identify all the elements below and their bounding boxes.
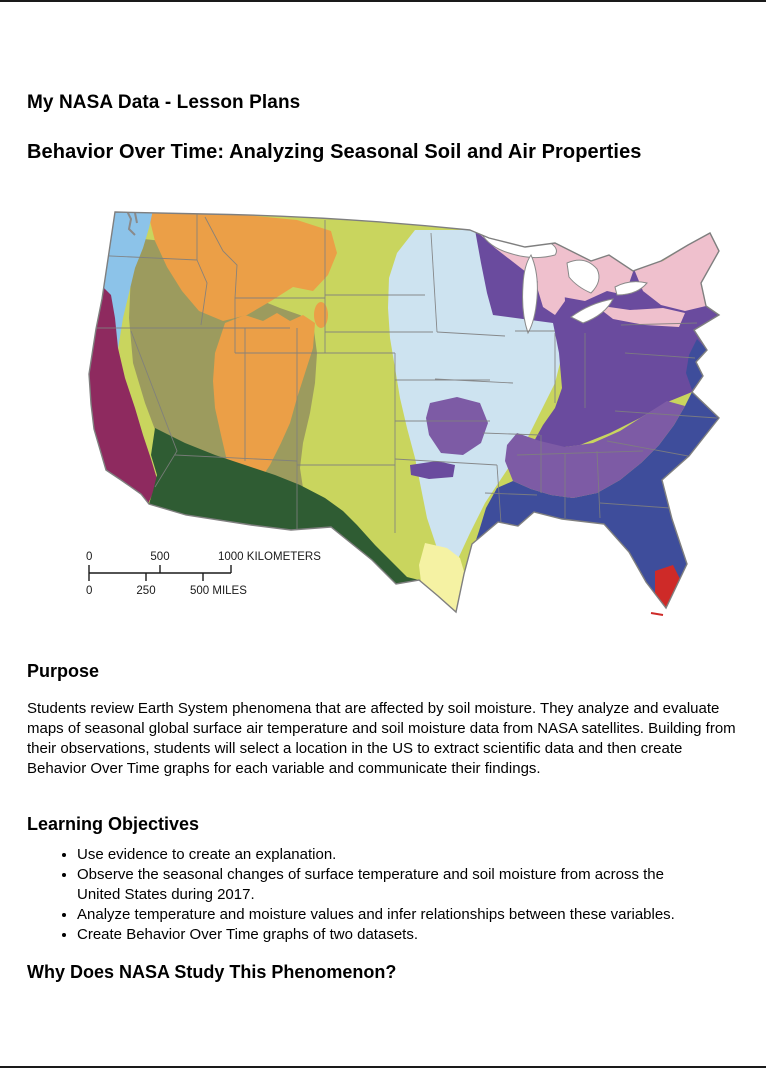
top-page-rule [0,0,766,2]
purpose-heading: Purpose [27,661,100,681]
objective-item: • Use evidence to create an explanation. [77,845,707,865]
doc-kicker: My NASA Data - Lesson Plans [27,92,301,113]
objectives-heading: Learning Objectives [27,814,200,834]
florida-keys [651,613,663,615]
objective-item: • Observe the seasonal changes of surface temperature and soil moisture from across the United States during 2017. [77,865,707,905]
scale-mi-250: 250 [136,585,156,597]
objective-item: • Create Behavior Over Time graphs of two datasets. [77,925,707,945]
scale-mi-500: 500 MILES [190,585,247,597]
scale-km-1000: 1000 KILOMETERS [218,551,321,563]
map-scale-bar [89,565,231,581]
purpose-body: Students review Earth System phenomena that are affected by soil moisture. They analyze and evaluate maps of seasonal global surface air temperature and soil moisture data from NASA satellites. Building from their observations, students will select a location in the US to extract scientific data and then create Behavior Over Time graphs for each variable and communicate their findings. [27,700,736,777]
us-climate-regions-map [85,203,722,618]
doc-title: Behavior Over Time: Analyzing Seasonal Soil and Air Properties [27,141,642,163]
why-heading: Why Does NASA Study This Phenomenon? [27,962,397,982]
us-map-svg [85,203,722,618]
objectives-list [27,845,707,945]
scale-mi-0: 0 [86,585,93,597]
region-black-hills [314,302,328,328]
objective-item: • Analyze temperature and moisture values and infer relationships between these variables. [77,905,707,925]
scale-km-0: 0 [86,551,93,563]
scale-km-500: 500 [150,551,170,563]
